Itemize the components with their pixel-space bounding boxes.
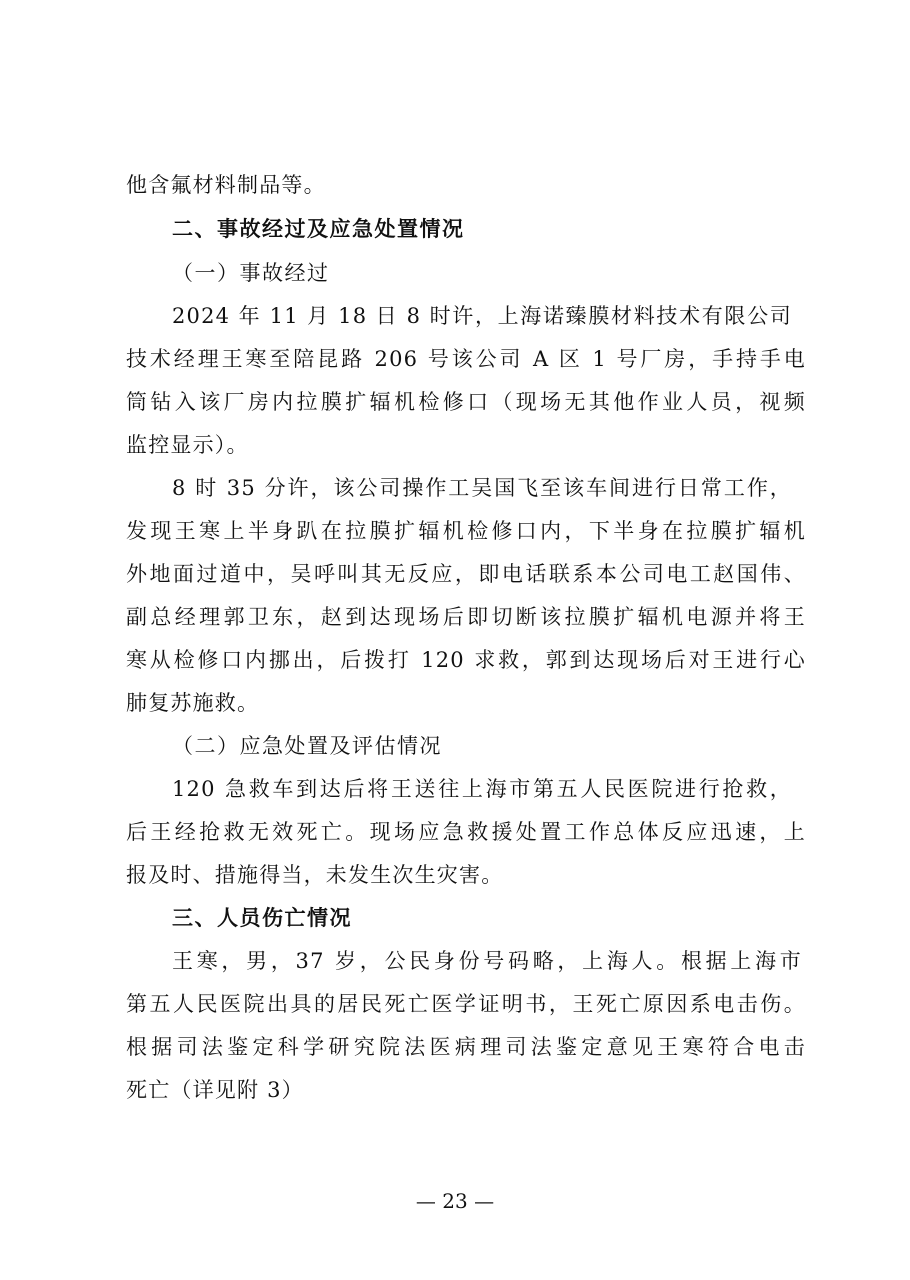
- paragraph-line: 发现王寒上半身趴在拉膜扩辐机检修口内，下半身在拉膜扩辐机: [126, 519, 806, 543]
- paragraph-line: 监控显示）。: [126, 433, 249, 457]
- subsection-heading: （二）应急处置及评估情况: [172, 734, 442, 758]
- page-number: — 23 —: [415, 1189, 495, 1213]
- paragraph-line: 王寒，男，37 岁，公民身份号码略，上海人。根据上海市: [172, 949, 802, 973]
- paragraph-line: 死亡（详见附 3）: [126, 1078, 304, 1102]
- section-heading: 二、事故经过及应急处置情况: [172, 217, 465, 241]
- paragraph-line: 报及时、措施得当，未发生次生灾害。: [126, 863, 504, 887]
- paragraph-line: 2024 年 11 月 18 日 8 时许，上海诺臻膜材料技术有限公司: [172, 304, 792, 328]
- paragraph-line: 后王经抢救无效死亡。现场应急救援处置工作总体反应迅速，上: [126, 820, 806, 844]
- paragraph-line: 第五人民医院出具的居民死亡医学证明书，王死亡原因系电击伤。: [126, 992, 806, 1016]
- paragraph-line: 筒钻入该厂房内拉膜扩辐机检修口（现场无其他作业人员，视频: [126, 390, 806, 414]
- section-heading: 三、人员伤亡情况: [172, 906, 352, 930]
- paragraph-line: 8 时 35 分许，该公司操作工吴国飞至该车间进行日常工作，: [172, 476, 792, 500]
- paragraph-line: 120 急救车到达后将王送往上海市第五人民医院进行抢救，: [172, 777, 792, 801]
- paragraph-line: 根据司法鉴定科学研究院法医病理司法鉴定意见王寒符合电击: [126, 1035, 806, 1059]
- subsection-heading: （一）事故经过: [172, 261, 330, 285]
- paragraph-line: 技术经理王寒至陪昆路 206 号该公司 A 区 1 号厂房，手持手电: [126, 347, 806, 371]
- paragraph-line: 寒从检修口内挪出，后拨打 120 求救，郭到达现场后对王进行心: [126, 648, 806, 672]
- paragraph-line: 他含氟材料制品等。: [126, 173, 326, 197]
- paragraph-line: 肺复苏施救。: [126, 691, 260, 715]
- paragraph-line: 外地面过道中，吴呼叫其无反应，即电话联系本公司电工赵国伟、: [126, 562, 806, 586]
- paragraph-line: 副总经理郭卫东，赵到达现场后即切断该拉膜扩辐机电源并将王: [126, 605, 806, 629]
